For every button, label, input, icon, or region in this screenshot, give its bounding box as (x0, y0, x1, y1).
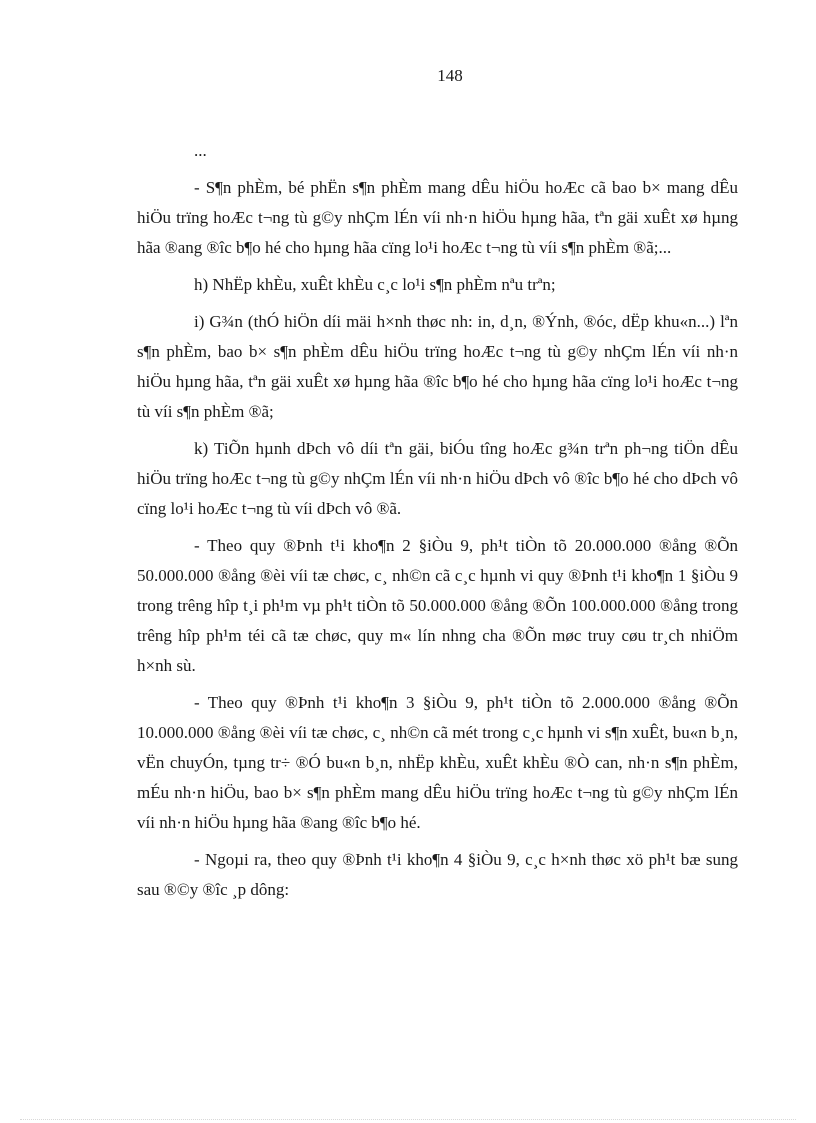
paragraph-clause-2: - Theo quy ®Þnh t¹i kho¶n 2 §iÒu 9, ph¹t tiÒn tõ 20.000.000 ®ång ®Õn 50.000.000 ®ång ®èi víi tæ chøc, c¸ nh©n cã c¸c hµnh vi quy ®Þnh t¹i kho¶n 1 §iÒu 9 trong trêng hîp t¸i ph¹m vµ ph¹t tiÒn tõ 50.000.000 ®ång ®Õn 100.000.000 ®ång trong trêng hîp ph¹m téi cã tæ chøc, quy m« lín nhng cha ®Õn møc truy cøu tr¸ch nhiÖm h×nh sù. (137, 536, 738, 675)
paragraph-clause-4: - Ngoµi ra, theo quy ®Þnh t¹i kho¶n 4 §iÒu 9, c¸c h×nh thøc xö ph¹t bæ sung sau ®©y ®îc ¸p dông: (137, 850, 738, 899)
page-bottom-divider (20, 1119, 796, 1120)
paragraph-item-k: k) TiÕn hµnh dÞch vô díi tªn gäi, biÓu tîng hoÆc g¾n trªn ph¬ng tiÖn dÊu hiÖu trïng hoÆc t¬ng tù g©y nhÇm lÉn víi nh·n hiÖu dÞch vô ®îc b¶o hé cho dÞch vô cïng lo¹i hoÆc t¬ng tù víi dÞch vô ®ã. (137, 439, 738, 518)
paragraph-item-i: i) G¾n (thÓ hiÖn díi mäi h×nh thøc nh: in, d¸n, ®Ýnh, ®óc, dËp khu«n...) lªn s¶n phÈm, bao b× s¶n phÈm dÊu hiÖu trïng hoÆc t¬ng tù g©y nhÇm lÉn víi nh·n hiÖu hµng hãa, tªn gäi xuÊt xø hµng hãa ®îc b¶o hé cho hµng hãa cïng lo¹i hoÆc t¬ng tù víi s¶n phÈm ®ã; (137, 312, 738, 421)
paragraph-product-marks: - S¶n phÈm, bé phËn s¶n phÈm mang dÊu hiÖu hoÆc cã bao b× mang dÊu hiÖu trïng hoÆc t¬ng tù g©y nhÇm lÉn víi nh·n hiÖu hµng hãa, tªn gäi xuÊt xø hµng hãa ®ang ®îc b¶o hé cho hµng hãa cïng lo¹i hoÆc t¬ng tù víi s¶n phÈm ®ã;... (137, 178, 738, 257)
paragraph-item-h: h) NhËp khÈu, xuÊt khÈu c¸c lo¹i s¶n phÈm nªu trªn; (194, 275, 556, 294)
paragraph-ellipsis: ... (194, 141, 207, 160)
paragraph-clause-3: - Theo quy ®Þnh t¹i kho¶n 3 §iÒu 9, ph¹t tiÒn tõ 2.000.000 ®ång ®Õn 10.000.000 ®ång ®èi víi tæ chøc, c¸ nh©n cã mét trong c¸c hµnh vi s¶n xuÊt, bu«n b¸n, vËn chuyÓn, tµng tr÷ ®Ó bu«n b¸n, nhËp khÈu, xuÊt khÈu ®Ò can, nh·n s¶n phÈm, mÉu nh·n hiÖu, bao b× s¶n phÈm mang dÊu hiÖu trïng hoÆc t¬ng tù g©y nhÇm lÉn víi nh·n hiÖu hµng hãa ®ang ®îc b¶o hé. (137, 693, 738, 832)
document-body (137, 136, 738, 912)
page-number: 148 (437, 66, 463, 85)
